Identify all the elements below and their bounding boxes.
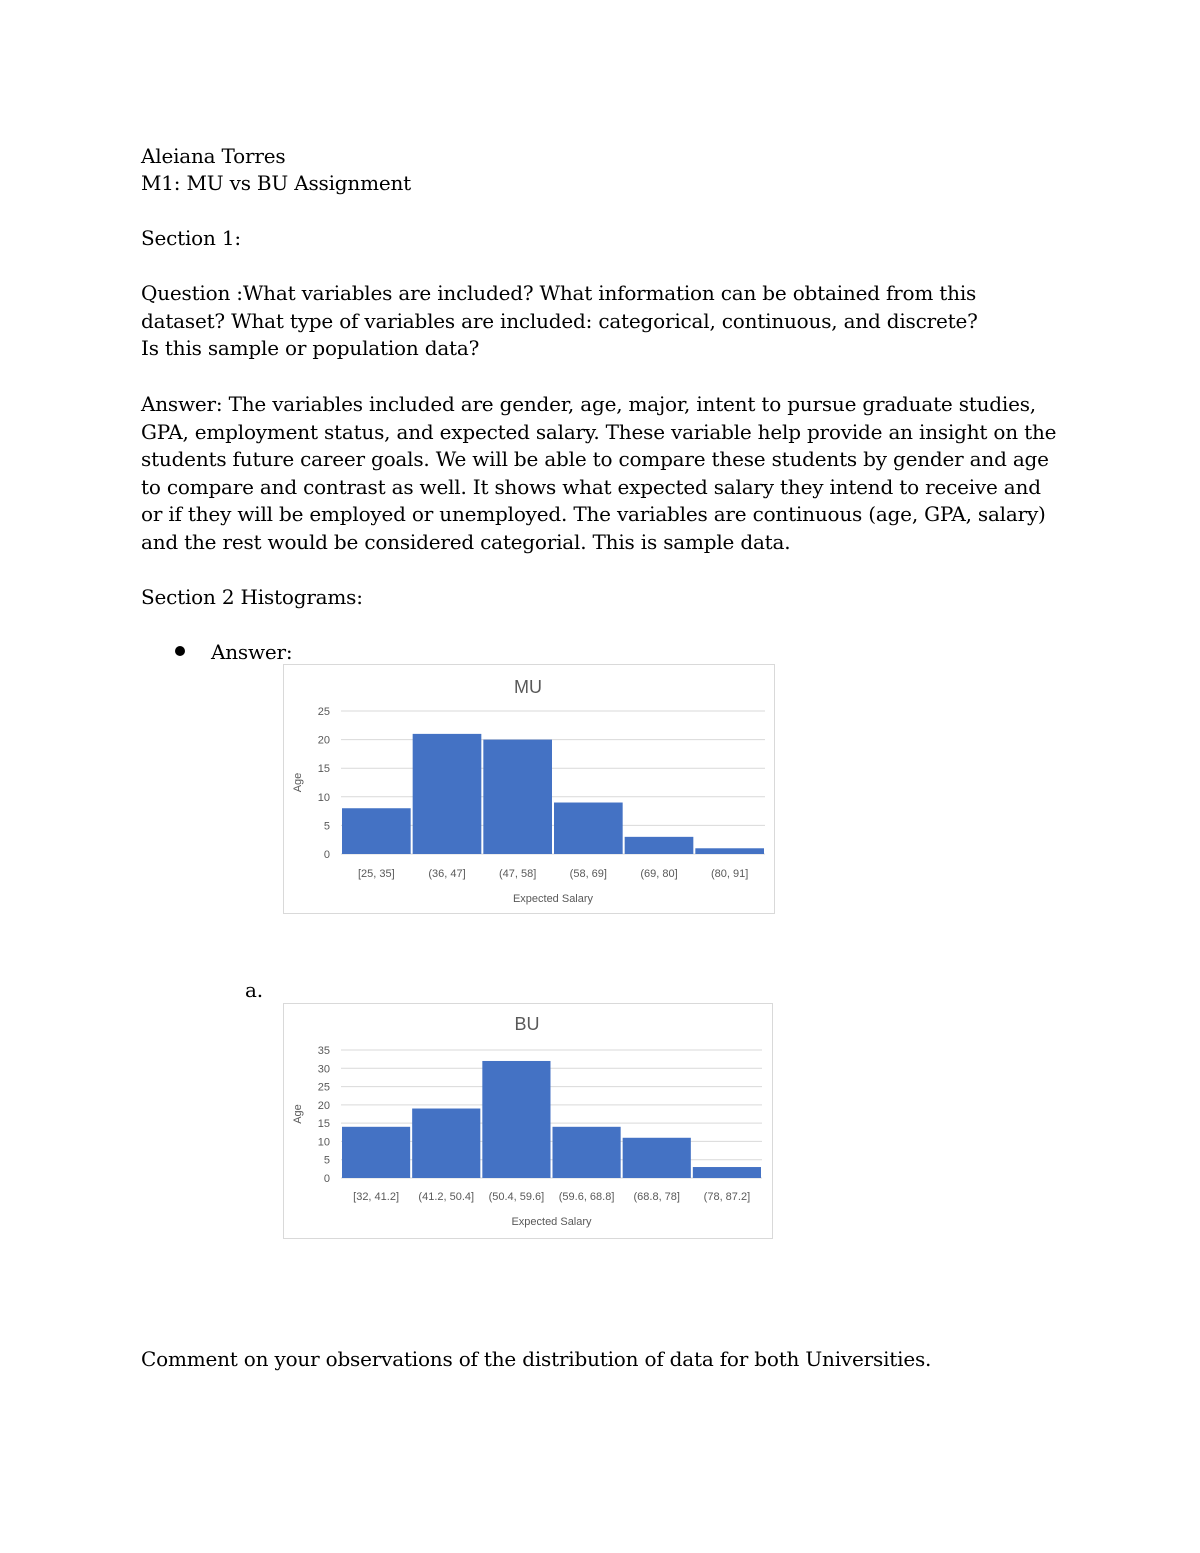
x-category-label: [32, 41.2] xyxy=(353,1191,400,1203)
y-tick-label: 0 xyxy=(323,1173,330,1185)
y-tick-label: 20 xyxy=(317,734,330,747)
x-axis-label: Expected Salary xyxy=(512,893,594,905)
histogram-bar xyxy=(695,848,764,854)
histogram-bar xyxy=(412,1109,480,1178)
x-category-label: (59.6, 68.8] xyxy=(558,1191,615,1203)
y-tick-label: 20 xyxy=(317,1099,330,1112)
x-category-label: (47, 58] xyxy=(499,868,537,880)
answer-line: GPA, employment status, and expected salary. These variable help provide an insight on the xyxy=(141,419,1057,444)
y-axis-label: Age xyxy=(292,1104,304,1124)
histogram-bar xyxy=(413,734,482,854)
y-axis-label: Age xyxy=(292,772,304,793)
bu-histogram-svg xyxy=(284,1004,772,1238)
answer-line: or if they will be employed or unemployed. The variables are continuous (age, GPA, salary) xyxy=(141,502,1046,527)
answer-paragraph xyxy=(141,391,1081,557)
x-category-label: [25, 35] xyxy=(357,868,395,880)
y-tick-label: 10 xyxy=(317,1136,330,1149)
y-tick-label: 15 xyxy=(317,763,330,776)
x-category-label: (69, 80] xyxy=(640,868,678,880)
question-paragraph xyxy=(141,280,1081,363)
y-tick-label: 30 xyxy=(317,1063,330,1076)
histogram-bar xyxy=(623,1138,691,1178)
answer-line: to compare and contrast as well. It shows what expected salary they intend to receive and xyxy=(141,474,1041,499)
y-tick-label: 5 xyxy=(323,1154,330,1167)
section2-heading: Section 2 Histograms: xyxy=(141,585,363,609)
mu-histogram-svg xyxy=(284,665,774,913)
y-tick-label: 25 xyxy=(317,706,330,718)
histogram-bar xyxy=(342,1127,410,1178)
assignment-title: M1: MU vs BU Assignment xyxy=(141,171,411,195)
histogram-bar xyxy=(483,740,552,854)
histogram-bar xyxy=(342,808,411,854)
histogram-bar xyxy=(625,837,694,854)
y-tick-label: 5 xyxy=(323,820,330,833)
question-line: Question :What variables are included? What information can be obtained from this xyxy=(141,281,977,305)
x-category-label: (50.4, 59.6] xyxy=(488,1191,545,1203)
section1-heading: Section 1: xyxy=(141,226,241,250)
x-category-label: (41.2, 50.4] xyxy=(418,1191,475,1203)
histogram-bar xyxy=(482,1061,550,1178)
chart-title: MU xyxy=(514,677,542,697)
histogram-bar xyxy=(553,1127,621,1178)
chart-title: BU xyxy=(514,1014,540,1034)
y-tick-label: 35 xyxy=(317,1045,330,1057)
histogram-bar xyxy=(554,803,623,854)
y-tick-label: 15 xyxy=(317,1118,330,1131)
bu-histogram xyxy=(283,1003,773,1239)
author-name: Aleiana Torres xyxy=(141,144,286,168)
bullet-icon xyxy=(175,646,185,656)
y-tick-label: 25 xyxy=(317,1081,330,1094)
answer-line: Answer: The variables included are gender, age, major, intent to pursue graduate studies, xyxy=(141,392,1036,416)
y-tick-label: 10 xyxy=(317,791,330,804)
sub-item-label: a. xyxy=(245,978,263,1002)
comment-prompt: Comment on your observations of the distribution of data for both Universities. xyxy=(141,1347,932,1371)
x-category-label: (58, 69] xyxy=(569,868,607,880)
x-category-label: (68.8, 78] xyxy=(633,1191,680,1203)
answer-line: and the rest would be considered categorial. This is sample data. xyxy=(141,529,791,554)
answer-line: students future career goals. We will be able to compare these students by gender and age xyxy=(141,447,1049,472)
mu-histogram xyxy=(283,664,775,914)
histogram-bar xyxy=(693,1167,761,1178)
x-category-label: (80, 91] xyxy=(711,868,749,880)
x-category-label: (78, 87.2] xyxy=(703,1191,751,1203)
bullet-answer-label: Answer: xyxy=(211,640,293,664)
y-tick-label: 0 xyxy=(323,849,330,861)
question-line: Is this sample or population data? xyxy=(141,336,480,361)
question-line: dataset? What type of variables are included: categorical, continuous, and discrete? xyxy=(141,308,978,333)
x-category-label: (36, 47] xyxy=(428,868,466,880)
x-axis-label: Expected Salary xyxy=(511,1216,592,1228)
